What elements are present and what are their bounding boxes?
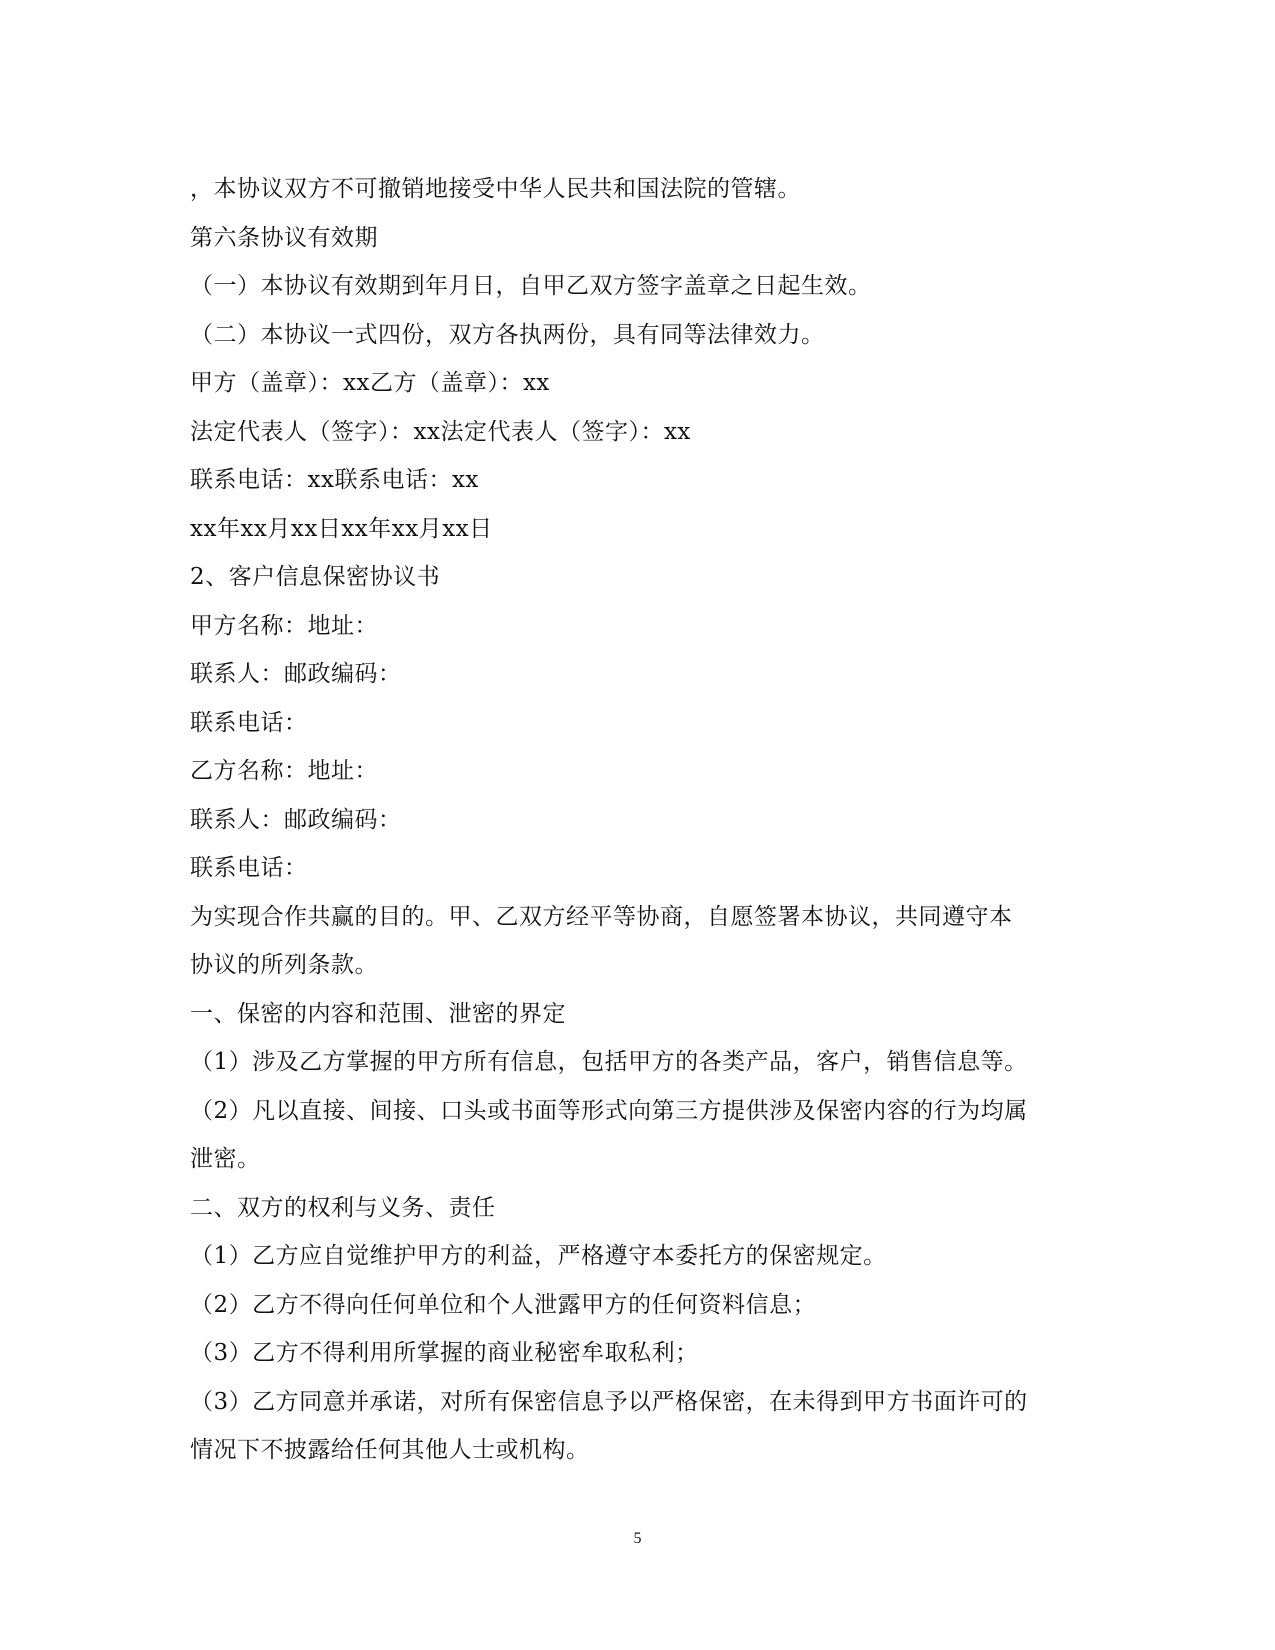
party-a-contact: 联系人：邮政编码： [190, 661, 402, 687]
party-a-phone: 联系电话： [190, 709, 308, 736]
section-heading: 第六条协议有效期 [190, 224, 378, 251]
text-line: （3）乙方同意并承诺，对所有保密信息予以严格保密，在未得到甲方书面许可的 [190, 1388, 1028, 1415]
text-line: 泄密。 [190, 1146, 261, 1172]
party-b-phone: 联系电话： [190, 855, 308, 881]
party-a-name: 甲方名称：地址： [190, 612, 378, 639]
text-line: （3）乙方不得利用所掌握的商业秘密牟取私利； [190, 1340, 699, 1366]
text-line: 情况下不披露给任何其他人士或机构。 [190, 1437, 590, 1463]
contact-line: 联系电话：xx联系电话：xx [190, 467, 479, 493]
text-line: ，本协议双方不可撤销地接受中华人民共和国法院的管辖。 [190, 176, 801, 202]
text-line: （2）凡以直接、间接、口头或书面等形式向第三方提供涉及保密内容的行为均属 [190, 1097, 1028, 1124]
text-line: （1）涉及乙方掌握的甲方所有信息，包括甲方的各类产品，客户，销售信息等。 [190, 1049, 1028, 1075]
text-line: （一）本协议有效期到年月日，自甲乙双方签字盖章之日起生效。 [190, 273, 872, 299]
text-line: （二）本协议一式四份，双方各执两份，具有同等法律效力。 [190, 321, 825, 348]
section-heading: 一、保密的内容和范围、泄密的界定 [190, 1000, 566, 1027]
party-b-name: 乙方名称：地址： [190, 758, 378, 784]
text-line: （2）乙方不得向任何单位和个人泄露甲方的任何资料信息； [190, 1291, 817, 1318]
text-line: 为实现合作共赢的目的。甲、乙双方经平等协商，自愿签署本协议，共同遵守本 [190, 903, 1013, 930]
page-number: 5 [633, 1530, 642, 1547]
section-heading: 二、双方的权利与义务、责任 [190, 1194, 496, 1221]
signature-line: 法定代表人（签字）：xx法定代表人（签字）：xx [190, 418, 691, 445]
party-b-contact: 联系人：邮政编码： [190, 806, 402, 833]
signature-line: 甲方（盖章）：xx乙方（盖章）：xx [190, 370, 550, 396]
date-line: xx年xx月xx日xx年xx月xx日 [190, 515, 493, 542]
text-line: 协议的所列条款。 [190, 952, 378, 978]
document-body [190, 165, 1090, 1475]
document-title: 2、客户信息保密协议书 [190, 564, 441, 590]
text-line: （1）乙方应自觉维护甲方的利益，严格遵守本委托方的保密规定。 [190, 1243, 887, 1269]
